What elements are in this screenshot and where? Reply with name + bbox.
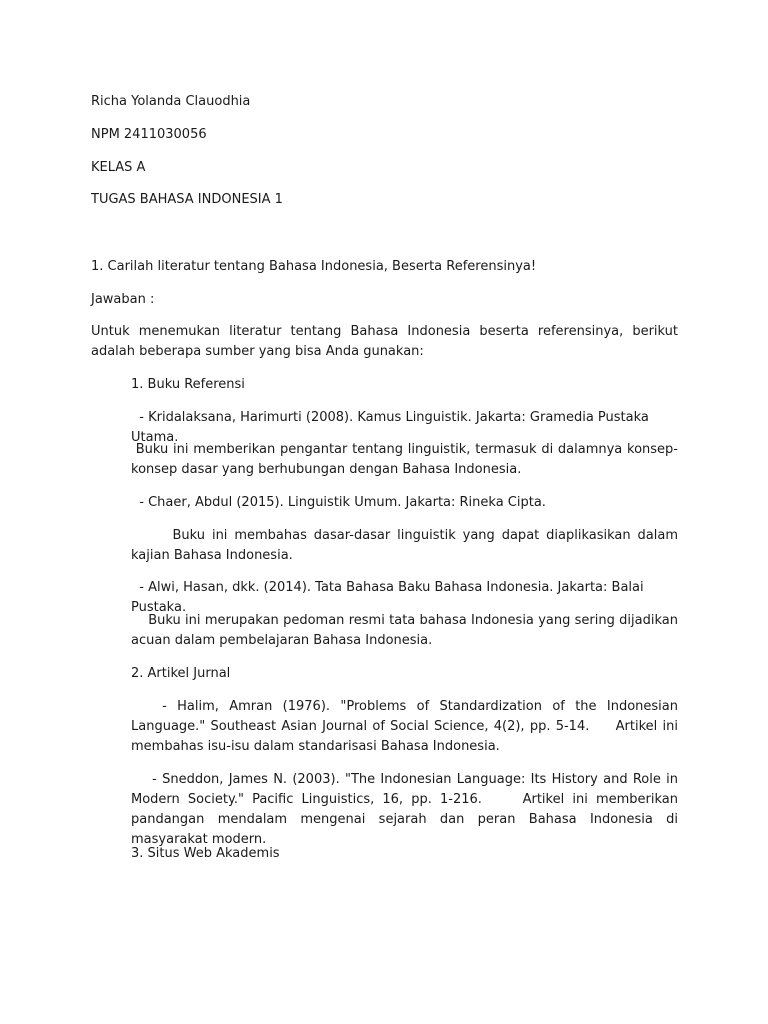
reference-item: - Kridalaksana, Harimurti (2008). Kamus Linguistik. Jakarta: Gramedia Pustaka Utama. [131, 410, 654, 445]
reference-item: - Alwi, Hasan, dkk. (2014). Tata Bahasa Baku Bahasa Indonesia. Jakarta: Balai Pustaka. [131, 580, 648, 615]
student-number: NPM 2411030056 [91, 127, 207, 142]
reference-description: Buku ini merupakan pedoman resmi tata bahasa Indonesia yang sering dijadikan acuan dalam pembelajaran Bahasa Indonesia. [131, 613, 683, 648]
section-heading-websites: 3. Situs Web Akademis [131, 846, 280, 861]
assignment-title: TUGAS BAHASA INDONESIA 1 [91, 192, 283, 207]
answer-label: Jawaban : [91, 292, 155, 307]
question-text: 1. Carilah literatur tentang Bahasa Indonesia, Beserta Referensinya! [91, 259, 537, 274]
reference-item: - Chaer, Abdul (2015). Linguistik Umum. Jakarta: Rineka Cipta. [131, 495, 546, 510]
journal-reference: - Halim, Amran (1976). "Problems of Standardization of the Indonesian Language." Southeast Asian Journal of Social Science, 4(2), pp. 5-14. Artikel ini membahas isu-isu dalam standarisasi Bahasa Indonesia. [131, 699, 683, 754]
class-label: KELAS A [91, 160, 146, 175]
intro-paragraph: Untuk menemukan literatur tentang Bahasa Indonesia beserta referensinya, berikut adalah beberapa sumber yang bisa Anda gunakan: [91, 324, 683, 359]
reference-description: Buku ini membahas dasar-dasar linguistik yang dapat diaplikasikan dalam kajian Bahasa Indonesia. [131, 528, 683, 563]
section-heading-books: 1. Buku Referensi [131, 377, 245, 392]
section-heading-journals: 2. Artikel Jurnal [131, 666, 231, 681]
reference-description: Buku ini memberikan pengantar tentang linguistik, termasuk di dalamnya konsep-konsep dasar yang berhubungan dengan Bahasa Indonesia. [131, 442, 678, 477]
author-name: Richa Yolanda Clauodhia [91, 94, 251, 109]
journal-reference: - Sneddon, James N. (2003). "The Indonesian Language: Its History and Role in Modern Society." Pacific Linguistics, 16, pp. 1-216. Artikel ini memberikan pandangan mendalam mengenai sejarah dan peran Bahasa Indonesia di masyarakat modern. [131, 772, 683, 847]
